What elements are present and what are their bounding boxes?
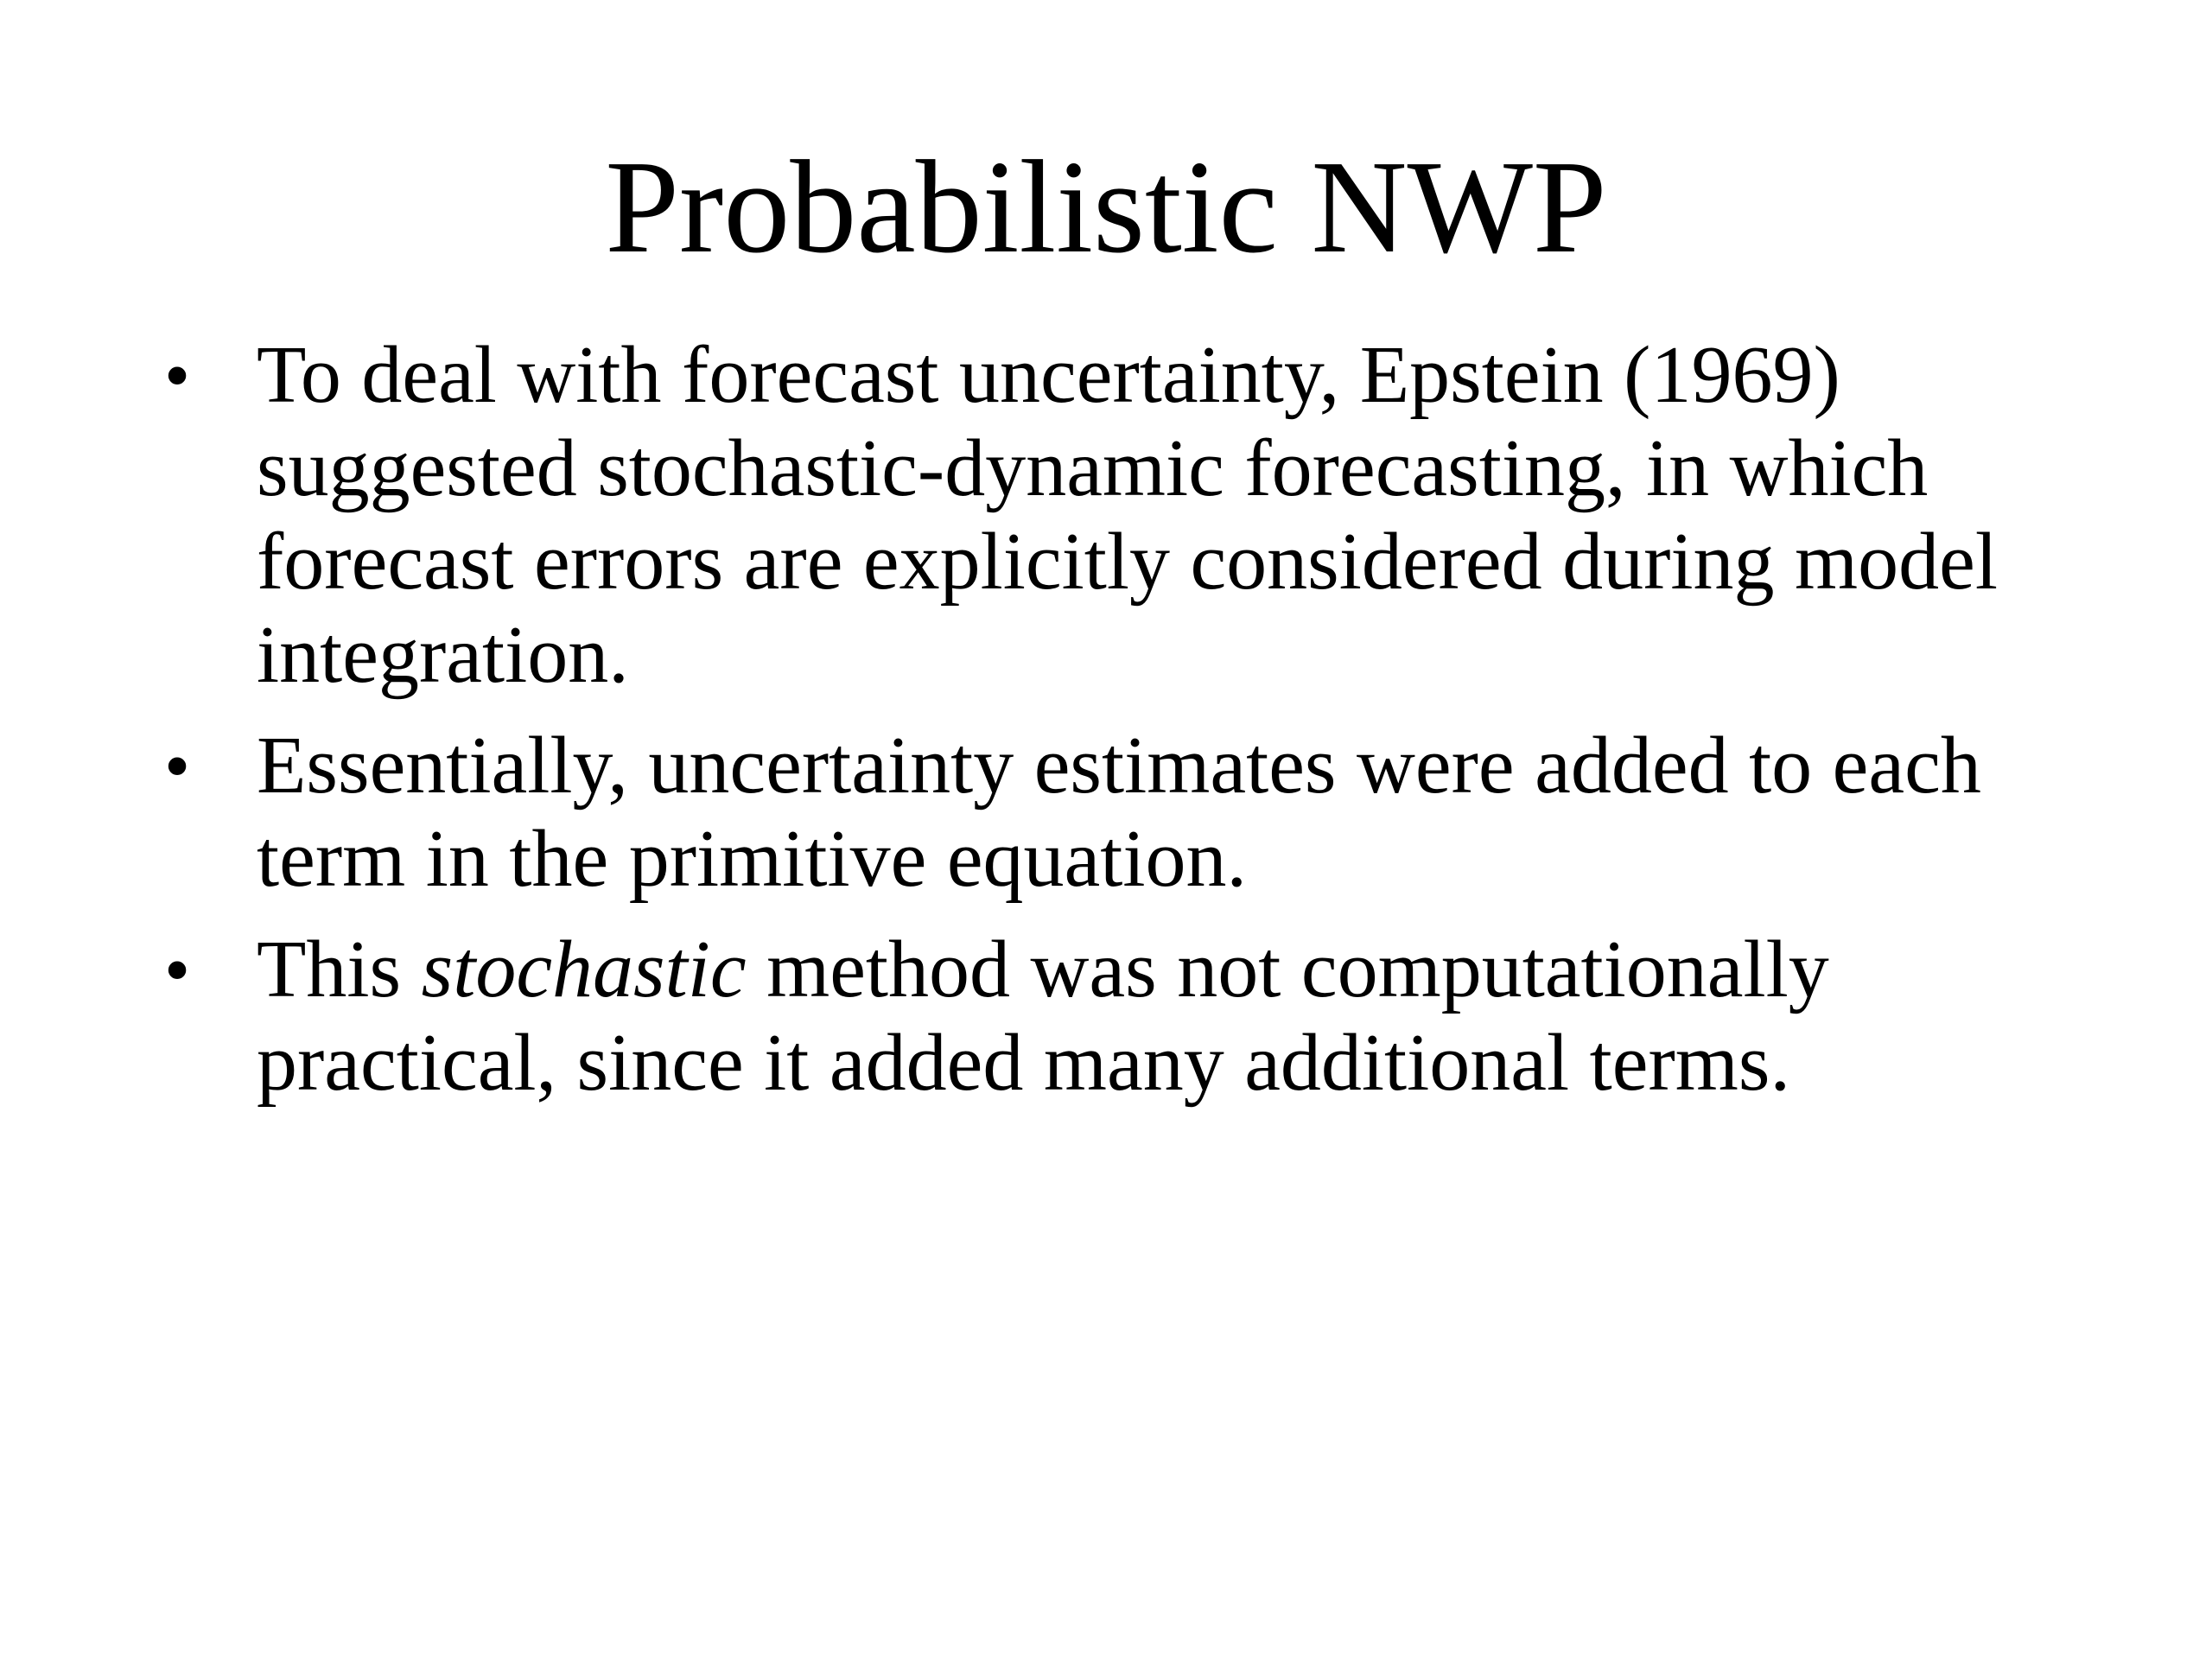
bullet-text-end: method was not computationally practical, since it added many additional terms. [257, 925, 1829, 1108]
slide-title: Probabilistic NWP [605, 134, 1607, 281]
bullet-text: Essentially, uncertainty estimates were added to each term in the primitive equation. [257, 721, 1981, 904]
emphasized-term: stochastic [421, 925, 747, 1014]
bullet-icon: • [164, 724, 191, 807]
bullet-item-2 [164, 719, 2100, 906]
bullet-icon: • [164, 928, 191, 1011]
bullet-list [164, 328, 2100, 1127]
bullet-item-3 [164, 923, 2100, 1109]
bullet-text-start: This [257, 925, 422, 1014]
bullet-text: To deal with forecast uncertainty, Epstein (1969) suggested stochastic-dynamic forecasting, in which forecast errors are explicitly considered during model integration. [257, 330, 1998, 700]
bullet-icon: • [164, 334, 191, 416]
bullet-text [257, 925, 1829, 1108]
bullet-item-1 [164, 328, 2100, 702]
